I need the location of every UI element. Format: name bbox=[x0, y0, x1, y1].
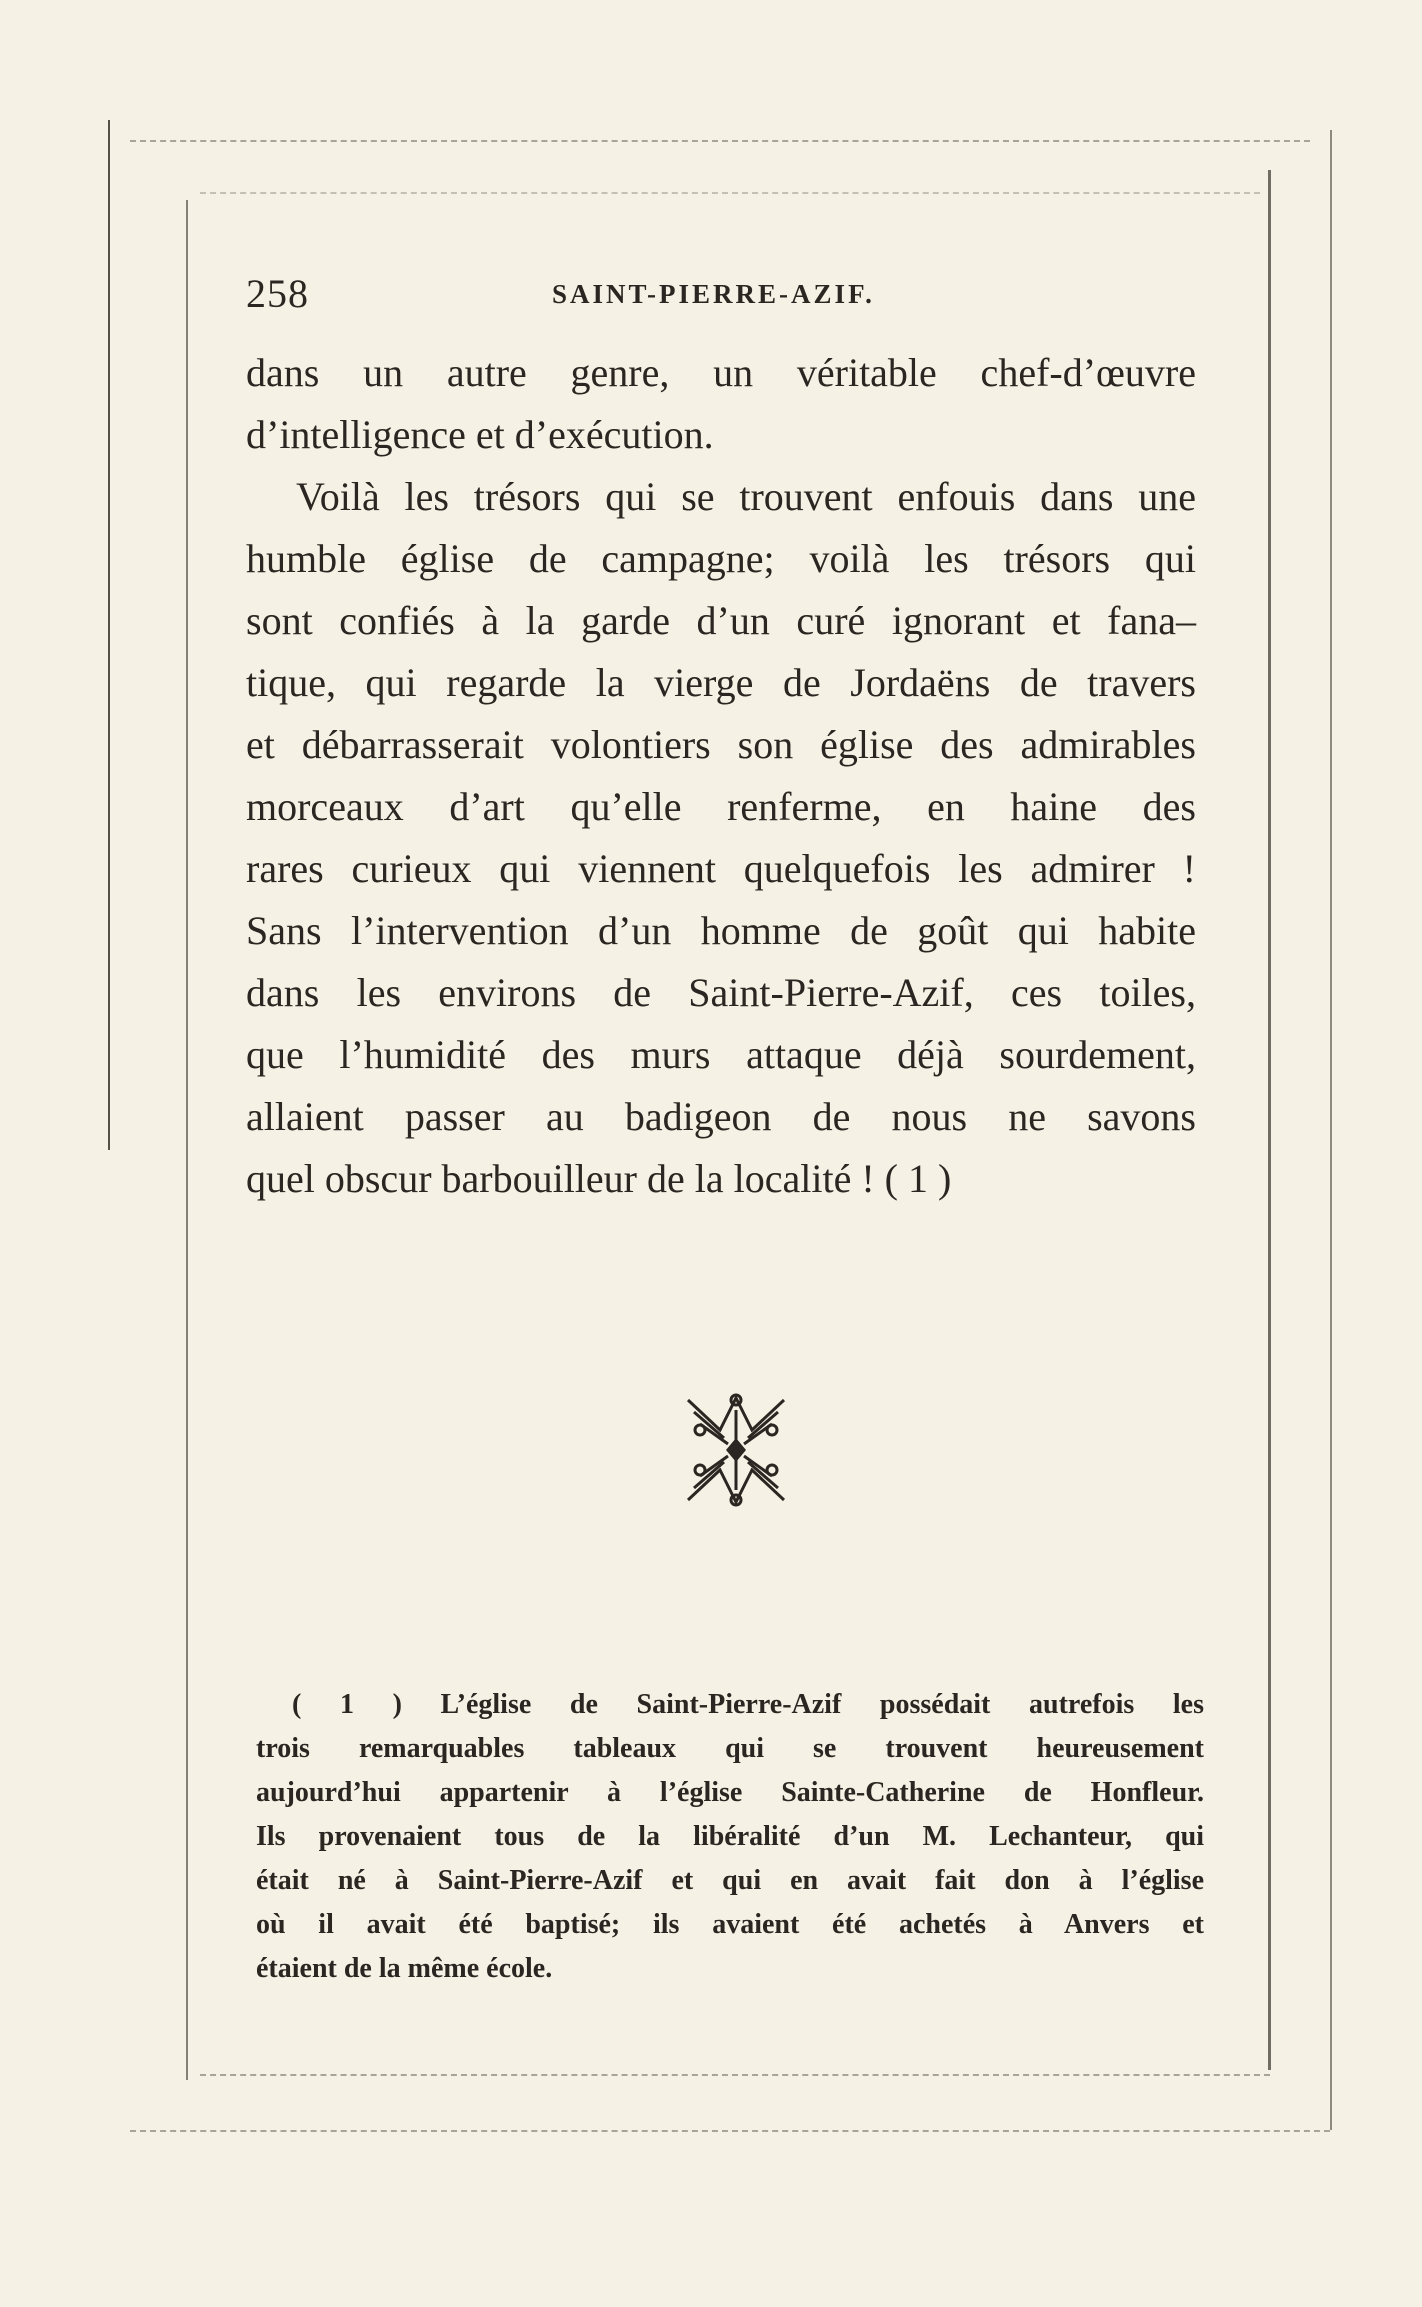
running-head bbox=[246, 270, 1246, 320]
body-line: dans les environs de Saint-Pierre-Azif, ces toiles, bbox=[246, 970, 1196, 1015]
body-line: Voilà les trésors qui se trouvent enfouis dans une bbox=[296, 474, 1196, 519]
footnote-line: trois remarquables tableaux qui se trouvent heureusement bbox=[256, 1733, 1204, 1764]
left-outer-rule bbox=[108, 120, 110, 1150]
body-line: morceaux d’art qu’elle renferme, en haine des bbox=[246, 784, 1196, 829]
bottom-dashed-rule bbox=[130, 2130, 1330, 2132]
body-line: rares curieux qui viennent quelquefois les admirer ! bbox=[246, 846, 1196, 891]
body-line: Sans l’intervention d’un homme de goût qui habite bbox=[246, 908, 1196, 953]
footnote-line: où il avait été baptisé; ils avaient été achetés à Anvers et bbox=[256, 1909, 1204, 1940]
body-line: et débarrasserait volontiers son église des admirables bbox=[246, 722, 1196, 767]
right-outer-rule bbox=[1330, 130, 1332, 2130]
inner-top-dashed-rule bbox=[200, 192, 1260, 194]
footnote-line: étaient de la même école. bbox=[256, 1953, 553, 1984]
left-inner-rule bbox=[186, 200, 188, 2080]
page-number: 258 bbox=[246, 271, 309, 316]
body-line: d’intelligence et d’exécution. bbox=[246, 412, 714, 457]
body-line: que l’humidité des murs attaque déjà sourdement, bbox=[246, 1032, 1196, 1077]
inner-bottom-dashed-rule bbox=[200, 2074, 1270, 2076]
fleuron-ornament-icon bbox=[680, 1390, 792, 1508]
top-dashed-rule bbox=[130, 140, 1310, 142]
body-line: dans un autre genre, un véritable chef-d’œuvre bbox=[246, 350, 1196, 395]
footnote-line: aujourd’hui appartenir à l’église Sainte-Catherine de Honfleur. bbox=[256, 1777, 1204, 1808]
body-line: sont confiés à la garde d’un curé ignorant et fana– bbox=[246, 598, 1196, 643]
footnote-line: était né à Saint-Pierre-Azif et qui en avait fait don à l’église bbox=[256, 1865, 1204, 1896]
footnote-line: ( 1 ) L’église de Saint-Pierre-Azif possédait autrefois les bbox=[292, 1689, 1204, 1720]
footnote-line: Ils provenaient tous de la libéralité d’un M. Lechanteur, qui bbox=[256, 1821, 1204, 1852]
body-line: quel obscur barbouilleur de la localité ! ( 1 ) bbox=[246, 1156, 952, 1201]
footnote bbox=[256, 1683, 1204, 1991]
right-inner-rule bbox=[1268, 170, 1271, 2070]
running-title: SAINT-PIERRE-AZIF. bbox=[552, 279, 875, 309]
body-text bbox=[246, 342, 1196, 1210]
body-line: tique, qui regarde la vierge de Jordaëns de travers bbox=[246, 660, 1196, 705]
body-line: allaient passer au badigeon de nous ne savons bbox=[246, 1094, 1196, 1139]
body-line: humble église de campagne; voilà les trésors qui bbox=[246, 536, 1196, 581]
